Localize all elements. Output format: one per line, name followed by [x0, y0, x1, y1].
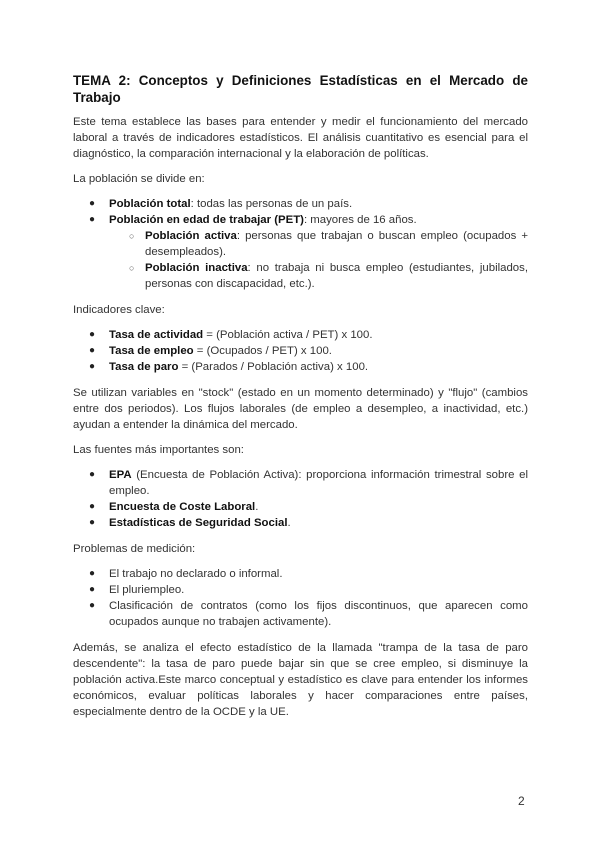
fuentes-intro: Las fuentes más importantes son: [73, 444, 244, 456]
conclusion-paragraph: Además, se analiza el efecto estadístico de la llamada "trampa de la tasa de paro descendente": la tasa de paro puede bajar sin que se cree empleo, si disminuye la población activa.Este marco conceptual y estadístico es clave para entender los informes económicos, evaluar políticas laborales y hacer comparaciones entre países, especialmente dentro de la OCDE y la UE. [73, 642, 528, 718]
list-item: ○ Población activa: personas que trabajan o buscan empleo (ocupados + desempleados). [129, 230, 529, 258]
poblacion-sublist [109, 228, 528, 292]
bullet-icon: ● [89, 501, 96, 512]
indicadores-list [73, 327, 528, 375]
poblacion-list [73, 196, 528, 292]
list-item: ● El trabajo no declarado o informal. [89, 568, 283, 580]
problemas-list [73, 566, 528, 630]
bullet-icon: ● [89, 600, 96, 611]
bullet-icon: ● [89, 345, 96, 356]
indicadores-intro: Indicadores clave: [73, 304, 165, 316]
bullet-icon: ● [89, 214, 96, 225]
bullet-icon: ● [89, 469, 96, 480]
bullet-icon: ● [89, 584, 96, 595]
bullet-icon: ● [89, 517, 96, 528]
bullet-icon: ● [89, 329, 96, 340]
stock-flujo-paragraph: Se utilizan variables en "stock" (estado en un momento determinado) y "flujo" (cambios entre dos periodos). Los flujos laborales (de empleo a desempleo, a inactividad, etc.) ayudan a entender la dinámica del mercado. [73, 387, 528, 431]
bullet-icon: ● [89, 361, 96, 372]
bullet-icon: ● [89, 198, 96, 209]
list-item: ● Clasificación de contratos (como los fijos discontinuos, que aparecen como ocupados aunque no trabajen activamente). [89, 600, 528, 628]
list-item: ● EPA (Encuesta de Población Activa): proporciona información trimestral sobre el empleo. [89, 469, 528, 497]
bullet-icon: ● [89, 568, 96, 579]
list-item: ● El pluriempleo. [89, 584, 185, 596]
list-item: ● Población total: todas las personas de un país. [89, 198, 353, 210]
document-page [73, 72, 528, 729]
page-title: TEMA 2: Conceptos y Definiciones Estadísticas en el Mercado de Trabajo [73, 73, 528, 105]
list-item: ● Tasa de actividad = (Población activa / PET) x 100. [89, 329, 373, 341]
problemas-intro: Problemas de medición: [73, 543, 196, 555]
poblacion-intro: La población se divide en: [73, 173, 205, 185]
intro-paragraph: Este tema establece las bases para entender y medir el funcionamiento del mercado laboral a través de indicadores estadísticos. El análisis cuantitativo es esencial para el diagnóstico, la comparación internacional y la elaboración de políticas. [73, 116, 528, 160]
list-item: ● Población en edad de trabajar (PET): mayores de 16 años. ○ Población activa: personas que trabajan o buscan empleo (ocupados + desempleados). ○ Población inactiva: no trabaja ni busca empleo (estudiantes, jubilados, personas con discapacidad, etc.). [89, 214, 529, 290]
list-item: ● Estadísticas de Seguridad Social. [89, 517, 291, 529]
sub-bullet-icon: ○ [129, 263, 135, 273]
list-item: ● Tasa de empleo = (Ocupados / PET) x 100. [89, 345, 332, 357]
list-item: ● Encuesta de Coste Laboral. [89, 501, 259, 513]
list-item: ● Tasa de paro = (Parados / Población activa) x 100. [89, 361, 369, 373]
list-item: ○ Población inactiva: no trabaja ni busca empleo (estudiantes, jubilados, personas con discapacidad, etc.). [129, 262, 529, 290]
sub-bullet-icon: ○ [129, 231, 135, 241]
page-number: 2 [518, 794, 525, 808]
fuentes-list [73, 467, 528, 531]
